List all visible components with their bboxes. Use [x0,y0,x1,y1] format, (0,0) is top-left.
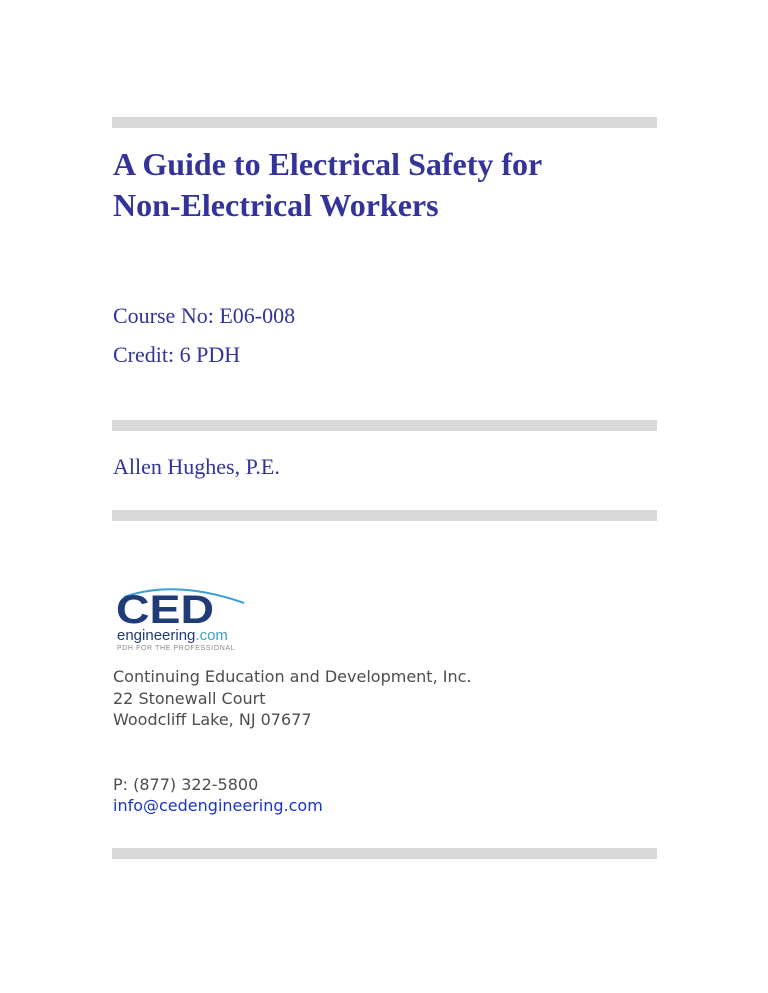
phone-number: P: (877) 322-5800 [113,775,259,794]
email-link[interactable]: info@cedengineering.com [113,796,323,815]
logo-wordmark: CED [116,588,214,632]
divider-bar [112,117,657,128]
divider-bar [112,848,657,859]
divider-bar [112,420,657,431]
company-name: Continuing Education and Development, Inc. [113,667,472,686]
author-name: Allen Hughes, P.E. [113,454,280,479]
title-line-1: A Guide to Electrical Safety for [113,146,543,182]
logo-tagline: PDH FOR THE PROFESSIONAL [117,645,236,652]
address-line-1: 22 Stonewall Court [113,689,266,708]
address-line-2: Woodcliff Lake, NJ 07677 [113,710,312,729]
course-number: Course No: E06-008 [113,303,296,328]
document-title [113,144,658,226]
ced-engineering-logo [116,583,261,653]
course-credit: Credit: 6 PDH [113,342,241,367]
title-line-2: Non-Electrical Workers [113,187,439,223]
logo-subword: engineering.com [117,627,228,644]
divider-bar [112,510,657,521]
